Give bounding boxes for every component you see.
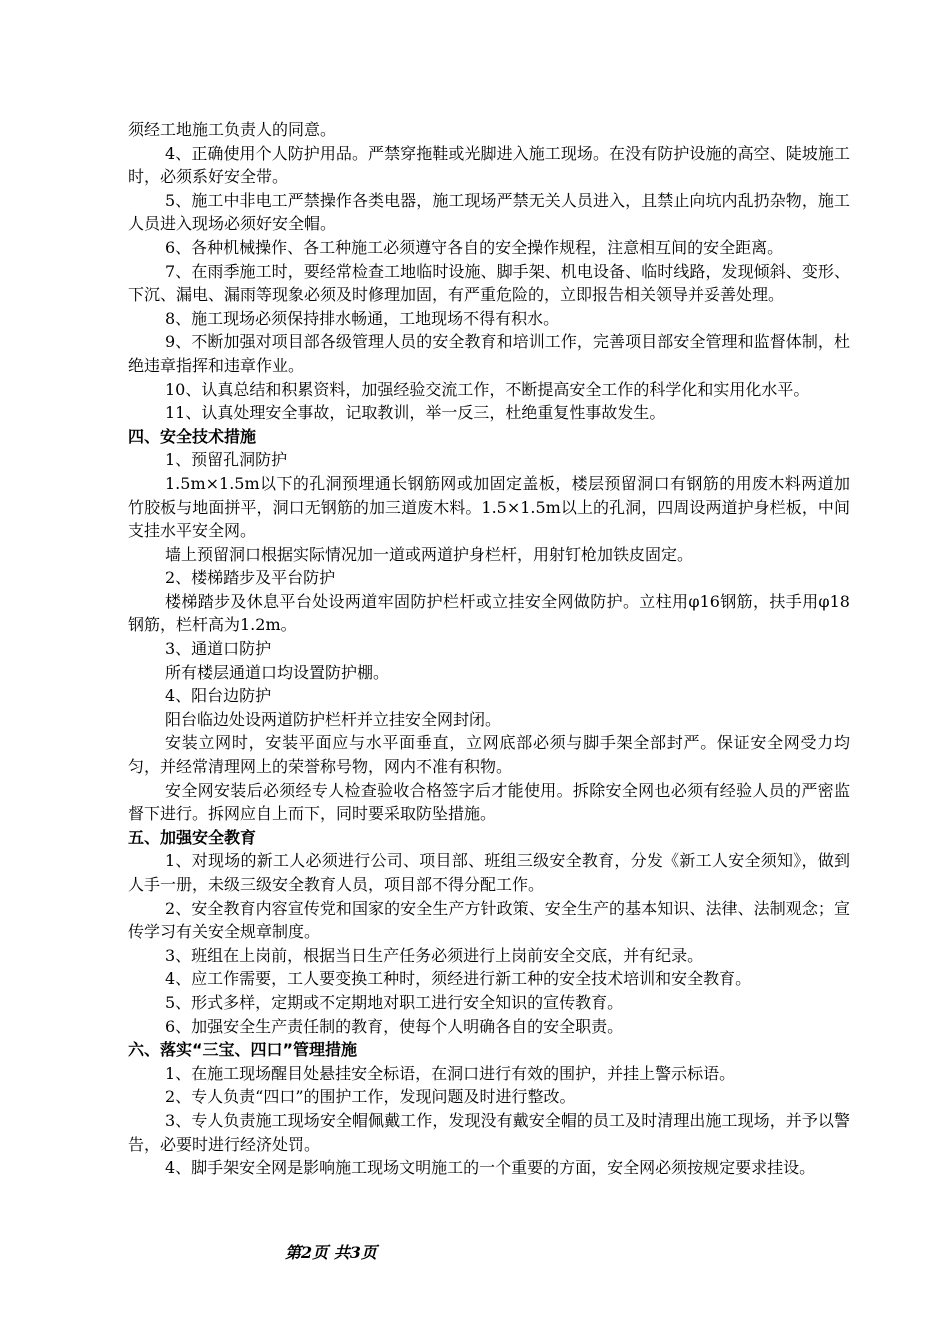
- paragraph: 4、阳台边防护: [165, 686, 272, 706]
- paragraph: 9、不断加强对项目部各级管理人员的安全教育和培训工作，完善项目部安全管理和监督体制，杜绝违章指挥和违章作业。: [128, 332, 850, 375]
- paragraph: 1、在施工现场醒目处悬挂安全标语，在洞口进行有效的围护，并挂上警示标语。: [165, 1063, 736, 1083]
- paragraph: 安全网安装后必须经专人检查验收合格签字后才能使用。拆除安全网也必须有经验人员的严密监督下进行。拆网应自上而下，同时要采取防坠措施。: [128, 780, 850, 824]
- paragraph: 须经工地施工负责人的同意。: [128, 120, 337, 139]
- paragraph: 3、专人负责施工现场安全帽佩戴工作，发现没有戴安全帽的员工及时清理出施工现场，并予以警告，必要时进行经济处罚。: [128, 1110, 850, 1154]
- document-body: [128, 118, 850, 1180]
- section-heading: 五、加强安全教育: [128, 827, 257, 847]
- paragraph: 3、通道口防护: [165, 639, 272, 659]
- paragraph: 2、楼梯踏步及平台防护: [165, 568, 336, 588]
- paragraph: 6、加强安全生产责任制的教育，使每个人明确各自的安全职责。: [165, 1016, 624, 1036]
- paragraph: 4、应工作需要，工人要变换工种时，须经进行新工种的安全技术培训和安全教育。: [165, 969, 752, 989]
- section-heading: 四、安全技术措施: [128, 426, 257, 446]
- paragraph: 6、各种机械操作、各工种施工必须遵守各自的安全操作规程，注意相互间的安全距离。: [165, 237, 784, 257]
- paragraph: 1、预留孔洞防护: [165, 450, 288, 470]
- paragraph: 2、安全教育内容宣传党和国家的安全生产方针政策、安全生产的基本知识、法律、法制观念；宣传学习有关安全规章制度。: [128, 898, 850, 942]
- paragraph: 4、脚手架安全网是影响施工现场文明施工的一个重要的方面，安全网必须按规定要求挂设。: [165, 1158, 816, 1178]
- paragraph: 所有楼层通道口均设置防护棚。: [165, 662, 390, 682]
- paragraph: 10、认真总结和积累资料，加强经验交流工作，不断提高安全工作的科学化和实用化水平。: [165, 379, 810, 399]
- paragraph: 楼梯踏步及休息平台处设两道牢固防护栏杆或立挂安全网做防护。立柱用φ16钢筋，扶手用φ18钢筋，栏杆高为1.2m。: [128, 591, 850, 635]
- paragraph: 5、施工中非电工严禁操作各类电器，施工现场严禁无关人员进入，且禁止向坑内乱扔杂物，施工人员进入现场必须好安全帽。: [128, 190, 850, 234]
- paragraph: 安装立网时，安装平面应与水平面垂直，立网底部必须与脚手架全部封严。保证安全网受力均匀，并经常清理网上的荣誉称号物，网内不准有积物。: [128, 733, 850, 777]
- paragraph: 11、认真处理安全事故，记取教训，举一反三，杜绝重复性事故发生。: [165, 403, 666, 423]
- paragraph: 3、班组在上岗前，根据当日生产任务必须进行上岗前安全交底，并有纪录。: [165, 945, 704, 965]
- paragraph: 1、对现场的新工人必须进行公司、项目部、班组三级安全教育，分发《新工人安全须知》，做到人手一册，未级三级安全教育人员，项目部不得分配工作。: [128, 851, 850, 894]
- paragraph: 墙上预留洞口根据实际情况加一道或两道护身栏杆，用射钉枪加铁皮固定。: [165, 544, 694, 564]
- paragraph: 阳台临边处设两道防护栏杆并立挂安全网封闭。: [165, 709, 502, 729]
- page-number-footer: 第2页 共3页: [285, 1243, 377, 1262]
- paragraph: 8、施工现场必须保持排水畅通，工地现场不得有积水。: [165, 308, 560, 328]
- paragraph: 2、专人负责“四口”的围护工作，发现问题及时进行整改。: [165, 1087, 576, 1107]
- paragraph: 1.5m×1.5m以下的孔洞预埋通长钢筋网或加固定盖板，楼层预留洞口有钢筋的用废木料两道加竹胶板与地面拼平，洞口无钢筋的加三道废木料。1.5×1.5m以上的孔洞，四周设两道护身栏板，中间支挂水平安全网。: [128, 473, 850, 541]
- paragraph: 5、形式多样，定期或不定期地对职工进行安全知识的宣传教育。: [165, 992, 624, 1012]
- paragraph: 7、在雨季施工时，要经常检查工地临时设施、脚手架、机电设备、临时线路，发现倾斜、变形、下沉、漏电、漏雨等现象必须及时修理加固，有严重危险的，立即报告相关领导并妥善处理。: [128, 261, 850, 305]
- paragraph: 4、正确使用个人防护用品。严禁穿拖鞋或光脚进入施工现场。在没有防护设施的高空、陡坡施工时，必须系好安全带。: [128, 143, 850, 187]
- section-heading: 六、落实“三宝、四口”管理措施: [128, 1040, 358, 1060]
